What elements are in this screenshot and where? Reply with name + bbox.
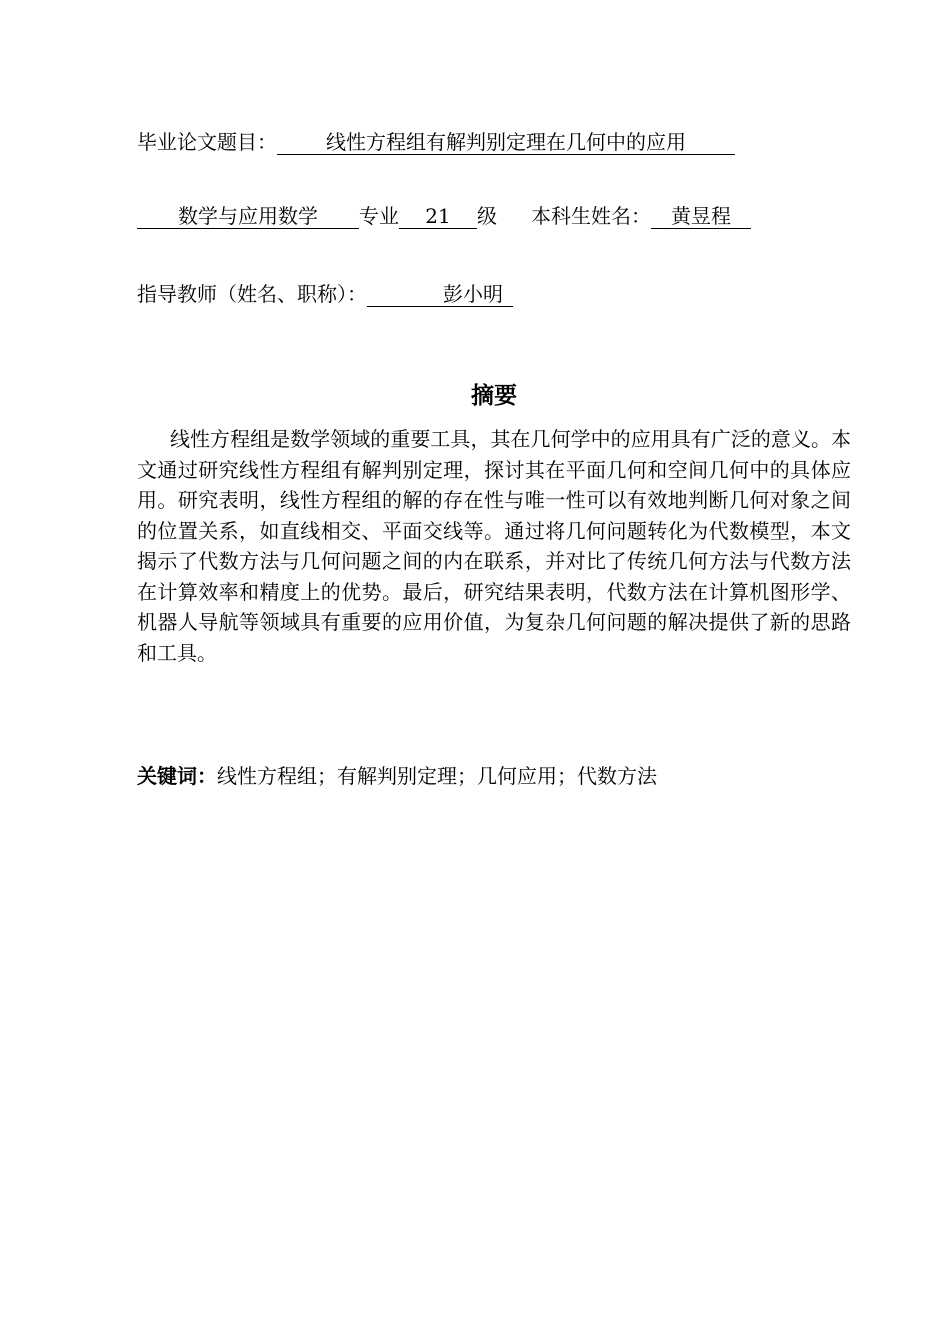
major-suffix: 专业 [359, 204, 399, 228]
keywords-line [137, 762, 657, 790]
advisor-label: 指导教师（姓名、职称）： [137, 282, 367, 306]
thesis-title-line [137, 128, 735, 156]
advisor-value: 彭小明 [367, 282, 513, 307]
thesis-title-label: 毕业论文题目： [137, 130, 277, 154]
student-name-label: 本科生姓名： [531, 204, 651, 228]
keywords-value: 线性方程组；有解判别定理；几何应用；代数方法 [217, 764, 657, 788]
major-value: 数学与应用数学 [137, 204, 359, 229]
major-grade-student-line [137, 202, 751, 230]
grade-suffix: 级 [477, 204, 497, 228]
abstract-body: 线性方程组是数学领域的重要工具，其在几何学中的应用具有广泛的意义。本文通过研究线性方程组有解判别定理，探讨其在平面几何和空间几何中的具体应用。研究表明，线性方程组的解的存在性与唯一性可以有效地判断几何对象之间的位置关系，如直线相交、平面交线等。通过将几何问题转化为代数模型，本文揭示了代数方法与几何问题之间的内在联系，并对比了传统几何方法与代数方法在计算效率和精度上的优势。最后，研究结果表明，代数方法在计算机图形学、机器人导航等领域具有重要的应用价值，为复杂几何问题的解决提供了新的思路和工具。 [137, 427, 851, 665]
keywords-label: 关键词： [137, 764, 217, 788]
abstract-heading: 摘要 [471, 383, 517, 409]
grade-value: 21 [399, 204, 477, 229]
advisor-line [137, 280, 513, 308]
student-name-value: 黄昱程 [651, 204, 751, 229]
thesis-title-value: 线性方程组有解判别定理在几何中的应用 [277, 130, 735, 155]
